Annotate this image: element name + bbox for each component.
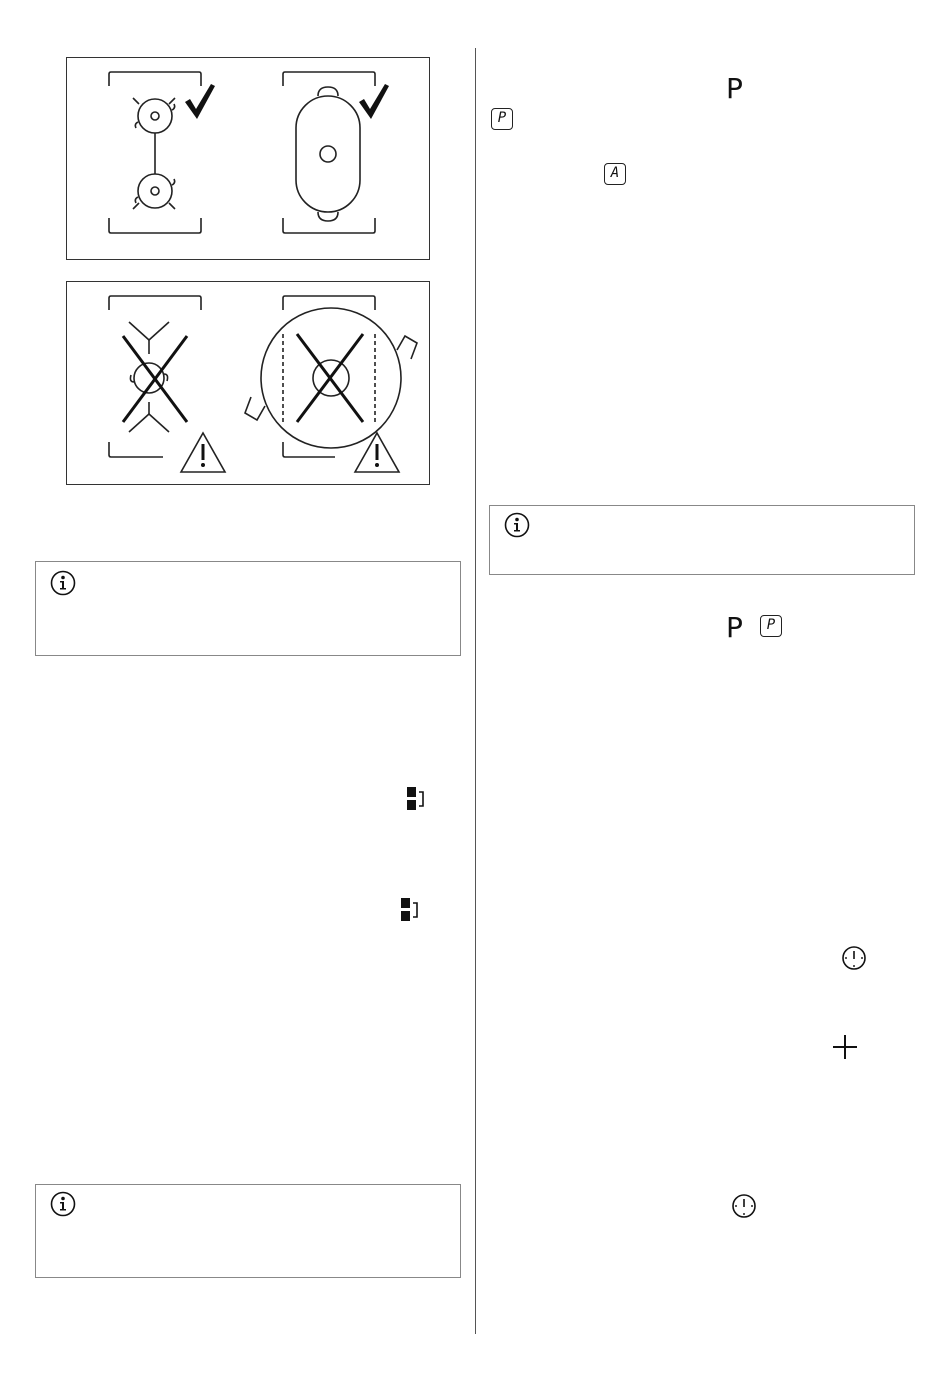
cross-mark-icon [123,334,363,422]
bridge-zone-icon [405,786,427,812]
info-icon [50,1191,76,1217]
info-note-box [489,505,915,575]
figure-correct-cookware [66,57,430,260]
plus-icon [832,1034,858,1060]
correct-cookware-illustration [67,58,429,259]
check-icon [185,84,389,119]
incorrect-cookware-illustration [67,282,429,484]
power-boost-symbol: P [726,611,743,644]
timer-clock-icon [841,945,867,971]
column-divider [475,48,476,1334]
display-p-symbol: P [491,108,513,130]
info-note-box [35,1184,461,1278]
info-note-box [35,561,461,656]
bridge-zone-icon [399,897,421,923]
figure-incorrect-cookware [66,281,430,485]
display-p-symbol: P [760,615,782,637]
display-a-symbol: A [604,163,626,185]
timer-clock-icon [731,1193,757,1219]
info-icon [504,512,530,538]
info-icon [50,570,76,596]
power-boost-symbol: P [726,72,743,105]
